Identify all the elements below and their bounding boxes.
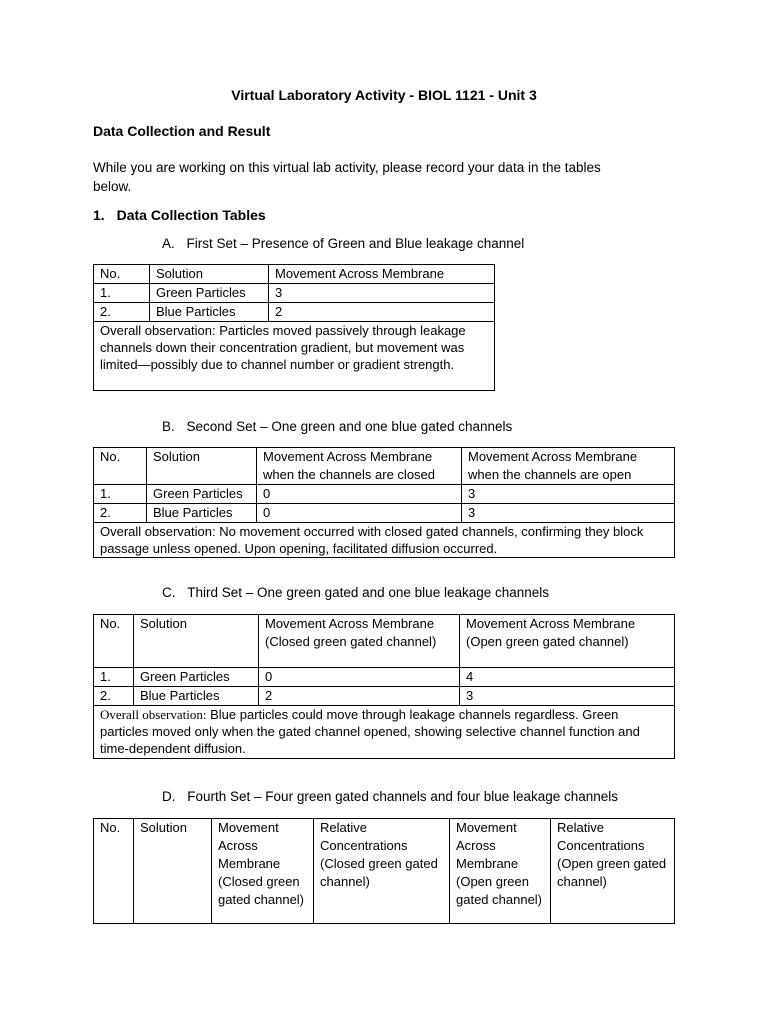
- table-cell: 2.: [94, 687, 134, 706]
- table-cell: 0: [257, 504, 462, 523]
- table-cell: Blue Particles: [150, 303, 269, 322]
- set-a-title: First Set – Presence of Green and Blue leakage channel: [186, 236, 525, 251]
- table-header-row: [94, 819, 675, 924]
- table-header-row: [94, 265, 495, 284]
- table-set-a: [93, 264, 495, 391]
- table-cell: 0: [259, 668, 460, 687]
- table-cell: Blue Particles: [134, 687, 259, 706]
- header-cell: Movement Across Membrane (Open green gated channel): [450, 819, 551, 924]
- header-cell: Relative Concentrations (Open green gated channel): [551, 819, 675, 924]
- observation-cell: Overall observation: Particles moved passively through leakage channels down their concentration gradient, but movement was limited—possibly due to channel number or gradient strength.: [94, 322, 495, 391]
- set-a-caption: [162, 236, 524, 251]
- table-cell: 3: [462, 485, 675, 504]
- set-c-caption: [162, 585, 549, 600]
- table-set-d: [93, 818, 675, 924]
- set-d-letter: D.: [162, 789, 176, 804]
- observation-label: Overall observation:: [100, 707, 207, 722]
- set-d-caption: [162, 789, 618, 804]
- table-row: [94, 687, 675, 706]
- header-cell: No.: [94, 819, 134, 924]
- observation-row: [94, 706, 675, 759]
- table-cell: 3: [269, 284, 495, 303]
- header-cell: Movement Across Membrane (Closed green gated channel): [259, 615, 460, 668]
- table-row: [94, 284, 495, 303]
- table-cell: Green Particles: [134, 668, 259, 687]
- header-cell: Movement Across Membrane when the channels are closed: [257, 448, 462, 485]
- table-set-b: [93, 447, 675, 558]
- table-cell: Blue Particles: [147, 504, 257, 523]
- table-header-row: [94, 448, 675, 485]
- table-cell: Green Particles: [150, 284, 269, 303]
- table-cell: 1.: [94, 284, 150, 303]
- header-cell: No.: [94, 615, 134, 668]
- table-cell: Green Particles: [147, 485, 257, 504]
- header-cell: Relative Concentrations (Closed green gated channel): [314, 819, 450, 924]
- table-cell: 2: [269, 303, 495, 322]
- table-row: [94, 504, 675, 523]
- intro-line-2: below.: [93, 179, 132, 194]
- header-cell: Solution: [134, 615, 259, 668]
- table-cell: 4: [460, 668, 675, 687]
- header-cell: No.: [94, 265, 150, 284]
- header-cell: Solution: [150, 265, 269, 284]
- set-c-letter: C.: [162, 585, 176, 600]
- list-heading: [93, 207, 266, 223]
- table-cell: 1.: [94, 668, 134, 687]
- list-heading-text: Data Collection Tables: [116, 207, 266, 223]
- table-row: [94, 303, 495, 322]
- observation-cell: [94, 706, 675, 759]
- table-set-c: [93, 614, 675, 759]
- intro-line-1: While you are working on this virtual lab activity, please record your data in the tables: [93, 160, 601, 175]
- set-b-title: Second Set – One green and one blue gated channels: [186, 419, 513, 434]
- observation-row: [94, 322, 495, 391]
- set-d-title: Fourth Set – Four green gated channels and four blue leakage channels: [187, 789, 619, 804]
- table-header-row: [94, 615, 675, 668]
- header-cell: Solution: [147, 448, 257, 485]
- intro-paragraph: [93, 158, 693, 196]
- observation-text: Blue particles could move through leakage channels regardless. Green particles moved only when the gated channel opened, showing selective channel function and time-dependent diffusion.: [100, 707, 640, 756]
- table-cell: 2: [259, 687, 460, 706]
- header-cell: Movement Across Membrane: [269, 265, 495, 284]
- header-cell: No.: [94, 448, 147, 485]
- table-cell: 3: [460, 687, 675, 706]
- set-b-caption: [162, 419, 512, 434]
- header-cell: Solution: [134, 819, 212, 924]
- table-row: [94, 668, 675, 687]
- list-number: 1.: [93, 207, 105, 223]
- set-a-letter: A.: [162, 236, 175, 251]
- table-cell: 1.: [94, 485, 147, 504]
- table-cell: 3: [462, 504, 675, 523]
- set-b-letter: B.: [162, 419, 175, 434]
- table-cell: 2.: [94, 504, 147, 523]
- header-cell: Movement Across Membrane (Open green gated channel): [460, 615, 675, 668]
- table-row: [94, 485, 675, 504]
- set-c-title: Third Set – One green gated and one blue leakage channels: [187, 585, 550, 600]
- observation-row: [94, 523, 675, 558]
- observation-cell: Overall observation: No movement occurred with closed gated channels, confirming they block passage unless opened. Upon opening, facilitated diffusion occurred.: [94, 523, 675, 558]
- page-title: Virtual Laboratory Activity - BIOL 1121 - Unit 3: [231, 87, 537, 103]
- section-heading: Data Collection and Result: [93, 123, 271, 139]
- header-cell: Movement Across Membrane (Closed green gated channel): [212, 819, 314, 924]
- table-cell: 0: [257, 485, 462, 504]
- table-cell: 2.: [94, 303, 150, 322]
- header-cell: Movement Across Membrane when the channels are open: [462, 448, 675, 485]
